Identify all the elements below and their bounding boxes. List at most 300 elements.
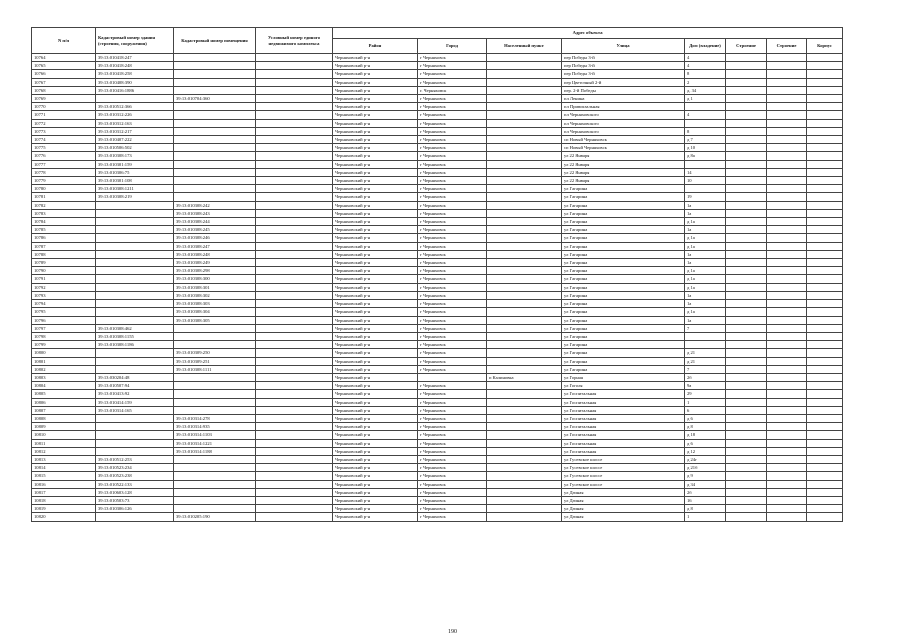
cell-street: ул Госпитальная <box>562 431 685 439</box>
cell-building <box>726 488 767 496</box>
cell-house: 1 <box>685 398 726 406</box>
cell-block <box>807 193 843 201</box>
cell-cad-room: 39:13:010308:302 <box>174 291 256 299</box>
table-row <box>32 505 843 513</box>
cell-house: 1а <box>685 250 726 258</box>
cell-block <box>807 127 843 135</box>
header-city: Город <box>418 39 487 54</box>
cell-street: ул Гагарина <box>562 226 685 234</box>
cell-district: Черняховский р-н <box>333 78 418 86</box>
cell-block <box>807 218 843 226</box>
cell-street: ул Гагарина <box>562 193 685 201</box>
cell-structure <box>767 431 807 439</box>
cell-settlement <box>487 54 562 62</box>
cell-district: Черняховский р-н <box>333 70 418 78</box>
cell-house: д 8а <box>685 152 726 160</box>
cell-settlement <box>487 382 562 390</box>
cell-num: 10775 <box>32 144 96 152</box>
cell-cad-room <box>174 127 256 135</box>
cell-unified-number <box>256 168 333 176</box>
registry-sheet <box>31 27 842 522</box>
cell-street: ул Гусевское шоссе <box>562 472 685 480</box>
cell-cad-room <box>174 480 256 488</box>
cell-num: 10765 <box>32 62 96 70</box>
table-body <box>32 54 843 522</box>
cell-num: 10777 <box>32 160 96 168</box>
cell-building <box>726 119 767 127</box>
cell-cad-building <box>96 423 174 431</box>
cell-house: д. 34 <box>685 86 726 94</box>
cell-city: г Черняховск <box>418 382 487 390</box>
cell-unified-number <box>256 513 333 521</box>
cell-block <box>807 283 843 291</box>
table-row <box>32 414 843 422</box>
cell-building <box>726 423 767 431</box>
cell-building <box>726 226 767 234</box>
cell-city: г Черняховск <box>418 275 487 283</box>
cell-cad-room <box>174 496 256 504</box>
cell-district: Черняховский р-н <box>333 480 418 488</box>
cell-cad-room: 39:13:010205:190 <box>174 513 256 521</box>
cell-cad-building: 39:13:010418:247 <box>96 54 174 62</box>
cell-street: ул Гагарина <box>562 250 685 258</box>
cell-unified-number <box>256 480 333 488</box>
cell-building <box>726 357 767 365</box>
cell-city: г Черняховск <box>418 414 487 422</box>
table-row <box>32 160 843 168</box>
cell-city: г. Черняховск <box>418 86 487 94</box>
cell-block <box>807 168 843 176</box>
cell-cad-building: 39:13:010306:126 <box>96 505 174 513</box>
cell-district: Черняховский р-н <box>333 357 418 365</box>
cell-unified-number <box>256 259 333 267</box>
cell-num: 10785 <box>32 226 96 234</box>
cell-city: г Черняховск <box>418 431 487 439</box>
table-row <box>32 316 843 324</box>
cell-block <box>807 242 843 250</box>
cell-structure <box>767 488 807 496</box>
cell-city: г Черняховск <box>418 357 487 365</box>
cell-house: 19 <box>685 193 726 201</box>
cell-block <box>807 78 843 86</box>
cell-unified-number <box>256 86 333 94</box>
cell-house <box>685 341 726 349</box>
header-unified-number: Условный номер единого недвижимого комплекса <box>256 28 333 54</box>
cell-building <box>726 373 767 381</box>
cell-house: 1а <box>685 316 726 324</box>
cell-settlement <box>487 488 562 496</box>
cell-unified-number <box>256 152 333 160</box>
cell-cad-building: 39:13:010308:173 <box>96 152 174 160</box>
cell-city: г Черняховск <box>418 341 487 349</box>
cell-district: Черняховский р-н <box>333 316 418 324</box>
cell-structure <box>767 185 807 193</box>
cell-num: 10808 <box>32 414 96 422</box>
cell-unified-number <box>256 283 333 291</box>
cell-block <box>807 439 843 447</box>
cell-settlement <box>487 95 562 103</box>
cell-house: д 24г <box>685 455 726 463</box>
cell-building <box>726 365 767 373</box>
cell-structure <box>767 439 807 447</box>
cell-settlement <box>487 480 562 488</box>
cell-unified-number <box>256 505 333 513</box>
cell-cad-building: 39:13:010603:128 <box>96 488 174 496</box>
cell-settlement <box>487 464 562 472</box>
cell-city: г Черняховск <box>418 201 487 209</box>
cell-block <box>807 447 843 455</box>
cell-street: ул Госпитальная <box>562 398 685 406</box>
table-row <box>32 357 843 365</box>
cell-house: д 18 <box>685 431 726 439</box>
cell-district: Черняховский р-н <box>333 439 418 447</box>
cell-settlement <box>487 62 562 70</box>
cell-settlement <box>487 308 562 316</box>
cell-city <box>418 373 487 381</box>
cell-street: ул Гусевское шоссе <box>562 464 685 472</box>
cell-settlement: п Калиновка <box>487 373 562 381</box>
cell-city: г Черняховск <box>418 193 487 201</box>
cell-settlement <box>487 357 562 365</box>
cell-cad-building <box>96 226 174 234</box>
cell-unified-number <box>256 324 333 332</box>
cell-city: г Черняховск <box>418 308 487 316</box>
cell-house: д 1а <box>685 234 726 242</box>
cell-settlement <box>487 242 562 250</box>
cell-building <box>726 431 767 439</box>
cell-street: ул Госпитальная <box>562 414 685 422</box>
cell-cad-room <box>174 62 256 70</box>
cell-street: пл Черняховского <box>562 127 685 135</box>
cell-house: д 1а <box>685 218 726 226</box>
cell-house <box>685 119 726 127</box>
cell-cad-building <box>96 414 174 422</box>
cell-building <box>726 185 767 193</box>
cell-structure <box>767 267 807 275</box>
cell-building <box>726 406 767 414</box>
cell-num: 10816 <box>32 480 96 488</box>
cell-city: г Черняховск <box>418 250 487 258</box>
table-row <box>32 390 843 398</box>
table-row <box>32 201 843 209</box>
cell-district: Черняховский р-н <box>333 341 418 349</box>
cell-district: Черняховский р-н <box>333 111 418 119</box>
cell-street: ул Гагарина <box>562 267 685 275</box>
cell-structure <box>767 127 807 135</box>
cell-district: Черняховский р-н <box>333 136 418 144</box>
cell-num: 10817 <box>32 488 96 496</box>
cell-structure <box>767 447 807 455</box>
cell-unified-number <box>256 78 333 86</box>
cell-structure <box>767 119 807 127</box>
cell-cad-room: 39:13:010308:248 <box>174 250 256 258</box>
cell-district: Черняховский р-н <box>333 324 418 332</box>
cell-settlement <box>487 103 562 111</box>
cell-cad-building: 39:13:010312:217 <box>96 127 174 135</box>
cell-settlement <box>487 144 562 152</box>
cell-settlement <box>487 136 562 144</box>
cell-num: 10814 <box>32 464 96 472</box>
cell-num: 10778 <box>32 168 96 176</box>
cell-block <box>807 70 843 78</box>
cell-building <box>726 62 767 70</box>
cell-street: ул Гагарина <box>562 209 685 217</box>
cell-building <box>726 250 767 258</box>
cell-cad-room: 39:13:010308:242 <box>174 201 256 209</box>
cell-cad-room: 39:13:010308:300 <box>174 275 256 283</box>
cell-structure <box>767 250 807 258</box>
cell-house: д 12 <box>685 447 726 455</box>
cell-structure <box>767 414 807 422</box>
cell-structure <box>767 513 807 521</box>
cell-structure <box>767 291 807 299</box>
cell-unified-number <box>256 341 333 349</box>
cell-block <box>807 291 843 299</box>
cell-unified-number <box>256 95 333 103</box>
cell-unified-number <box>256 431 333 439</box>
cell-house: 1а <box>685 226 726 234</box>
cell-building <box>726 447 767 455</box>
cell-building <box>726 209 767 217</box>
table-row <box>32 144 843 152</box>
cell-settlement <box>487 505 562 513</box>
cell-cad-room: 39:13:010308:304 <box>174 308 256 316</box>
cell-block <box>807 414 843 422</box>
cell-unified-number <box>256 234 333 242</box>
cell-city: г Черняховск <box>418 185 487 193</box>
cell-cad-room <box>174 464 256 472</box>
table-row <box>32 455 843 463</box>
table-row <box>32 480 843 488</box>
cell-street: ул Гагарина <box>562 357 685 365</box>
cell-structure <box>767 464 807 472</box>
cell-unified-number <box>256 357 333 365</box>
table-row <box>32 185 843 193</box>
cell-unified-number <box>256 177 333 185</box>
cell-house: 10 <box>685 177 726 185</box>
cell-settlement <box>487 70 562 78</box>
cell-house: 1а <box>685 300 726 308</box>
cell-house: 1а <box>685 209 726 217</box>
cell-block <box>807 308 843 316</box>
table-row <box>32 209 843 217</box>
cell-num: 10791 <box>32 275 96 283</box>
cell-num: 10782 <box>32 201 96 209</box>
cell-num: 10790 <box>32 267 96 275</box>
cell-street: ул Госпитальная <box>562 447 685 455</box>
cell-num: 10810 <box>32 431 96 439</box>
cell-settlement <box>487 234 562 242</box>
cell-unified-number <box>256 447 333 455</box>
cell-district: Черняховский р-н <box>333 488 418 496</box>
cell-cad-room: 39:13:010308:301 <box>174 283 256 291</box>
cell-city: г Черняховск <box>418 127 487 135</box>
cell-num: 10787 <box>32 242 96 250</box>
table-row <box>32 95 843 103</box>
cell-district: Черняховский р-н <box>333 414 418 422</box>
table-row <box>32 300 843 308</box>
cell-settlement <box>487 349 562 357</box>
cell-district: Черняховский р-н <box>333 234 418 242</box>
cell-street: пл Черняховского <box>562 119 685 127</box>
cell-settlement <box>487 185 562 193</box>
cell-settlement <box>487 324 562 332</box>
cell-city: г Черняховск <box>418 423 487 431</box>
cell-building <box>726 160 767 168</box>
cell-structure <box>767 103 807 111</box>
cell-cad-room: 39:13:010314:1103 <box>174 431 256 439</box>
cell-settlement <box>487 447 562 455</box>
cell-city: г Черняховск <box>418 472 487 480</box>
cell-street: пер Победы 3-й <box>562 70 685 78</box>
cell-house: 1а <box>685 201 726 209</box>
cell-block <box>807 406 843 414</box>
cell-house: 4 <box>685 62 726 70</box>
cell-block <box>807 201 843 209</box>
cell-district: Черняховский р-н <box>333 201 418 209</box>
cell-num: 10811 <box>32 439 96 447</box>
table-row <box>32 496 843 504</box>
cell-district: Черняховский р-н <box>333 267 418 275</box>
cell-city: г Черняховск <box>418 111 487 119</box>
cell-block <box>807 488 843 496</box>
cell-structure <box>767 349 807 357</box>
cell-structure <box>767 496 807 504</box>
cell-block <box>807 144 843 152</box>
cell-cad-room: 39:13:010308:249 <box>174 259 256 267</box>
cell-unified-number <box>256 316 333 324</box>
cell-building <box>726 95 767 103</box>
cell-structure <box>767 193 807 201</box>
cell-cad-building <box>96 357 174 365</box>
cell-city: г Черняховск <box>418 406 487 414</box>
cell-street: ул Гоголя <box>562 382 685 390</box>
cell-block <box>807 250 843 258</box>
cell-unified-number <box>256 70 333 78</box>
cell-cad-building: 39:13:010314:165 <box>96 406 174 414</box>
cell-city: г Черняховск <box>418 365 487 373</box>
cell-cad-building <box>96 431 174 439</box>
cell-block <box>807 111 843 119</box>
cell-building <box>726 324 767 332</box>
table-row <box>32 283 843 291</box>
cell-house: д 1а <box>685 275 726 283</box>
cell-block <box>807 357 843 365</box>
cell-settlement <box>487 160 562 168</box>
cell-house: 29 <box>685 390 726 398</box>
cell-settlement <box>487 86 562 94</box>
table-row <box>32 127 843 135</box>
cell-building <box>726 439 767 447</box>
cell-structure <box>767 300 807 308</box>
cell-cad-building <box>96 300 174 308</box>
cell-structure <box>767 316 807 324</box>
cell-street: ул Госпитальная <box>562 439 685 447</box>
cell-cad-room <box>174 54 256 62</box>
cell-cad-building: 39:13:010308:219 <box>96 193 174 201</box>
cell-num: 10786 <box>32 234 96 242</box>
cell-house: 2б <box>685 488 726 496</box>
cell-structure <box>767 505 807 513</box>
cell-district: Черняховский р-н <box>333 177 418 185</box>
cell-city: г Черняховск <box>418 226 487 234</box>
cell-unified-number <box>256 291 333 299</box>
cell-num: 10799 <box>32 341 96 349</box>
cell-district: Черняховский р-н <box>333 431 418 439</box>
cell-unified-number <box>256 144 333 152</box>
cell-cad-building <box>96 218 174 226</box>
cell-city: г Черняховск <box>418 242 487 250</box>
cell-house: д 1а <box>685 242 726 250</box>
cell-unified-number <box>256 127 333 135</box>
cell-district: Черняховский р-н <box>333 259 418 267</box>
cell-street: ул Госпитальная <box>562 390 685 398</box>
cell-house: д 34 <box>685 480 726 488</box>
cell-cad-room: 39:13:010314:1221 <box>174 439 256 447</box>
cell-city: г Черняховск <box>418 78 487 86</box>
cell-street: пл Привокзальная <box>562 103 685 111</box>
cell-block <box>807 275 843 283</box>
cell-city: г Черняховск <box>418 152 487 160</box>
cell-cad-building: 39:13:010506:502 <box>96 144 174 152</box>
cell-district: Черняховский р-н <box>333 349 418 357</box>
cell-cad-building <box>96 259 174 267</box>
cell-house <box>685 185 726 193</box>
cell-street: ул Гагарина <box>562 291 685 299</box>
cell-city: г Черняховск <box>418 349 487 357</box>
cell-city: г Черняховск <box>418 177 487 185</box>
cell-cad-room: 39:13:010309:250 <box>174 349 256 357</box>
cell-num: 10813 <box>32 455 96 463</box>
cell-city: г Черняховск <box>418 324 487 332</box>
cell-block <box>807 86 843 94</box>
cell-street: ул Гагарина <box>562 283 685 291</box>
cell-cad-building: 39:13:010512:366 <box>96 103 174 111</box>
cell-settlement <box>487 291 562 299</box>
cell-city: г Черняховск <box>418 70 487 78</box>
cell-cad-building: 39:13:010418:248 <box>96 62 174 70</box>
cell-unified-number <box>256 488 333 496</box>
cell-unified-number <box>256 423 333 431</box>
cell-num: 10773 <box>32 127 96 135</box>
cell-city: г Черняховск <box>418 480 487 488</box>
cell-num: 10772 <box>32 119 96 127</box>
cell-cad-room <box>174 390 256 398</box>
cell-house: 7 <box>685 365 726 373</box>
cell-building <box>726 398 767 406</box>
cell-cad-room <box>174 505 256 513</box>
cell-block <box>807 455 843 463</box>
cell-num: 10774 <box>32 136 96 144</box>
cell-unified-number <box>256 136 333 144</box>
table-row <box>32 168 843 176</box>
cell-district: Черняховский р-н <box>333 193 418 201</box>
cell-unified-number <box>256 103 333 111</box>
table-row <box>32 373 843 381</box>
table-row <box>32 382 843 390</box>
cell-street: пер Победы 3-й <box>562 54 685 62</box>
cell-num: 10805 <box>32 390 96 398</box>
table-row <box>32 423 843 431</box>
cell-block <box>807 103 843 111</box>
cell-block <box>807 152 843 160</box>
cell-street: ул Горная <box>562 373 685 381</box>
cell-cad-room: 39:13:010308:305 <box>174 316 256 324</box>
cell-cad-building: 39:13:010308:1211 <box>96 185 174 193</box>
table-row <box>32 70 843 78</box>
cell-settlement <box>487 513 562 521</box>
cell-street: ул 22 Января <box>562 152 685 160</box>
